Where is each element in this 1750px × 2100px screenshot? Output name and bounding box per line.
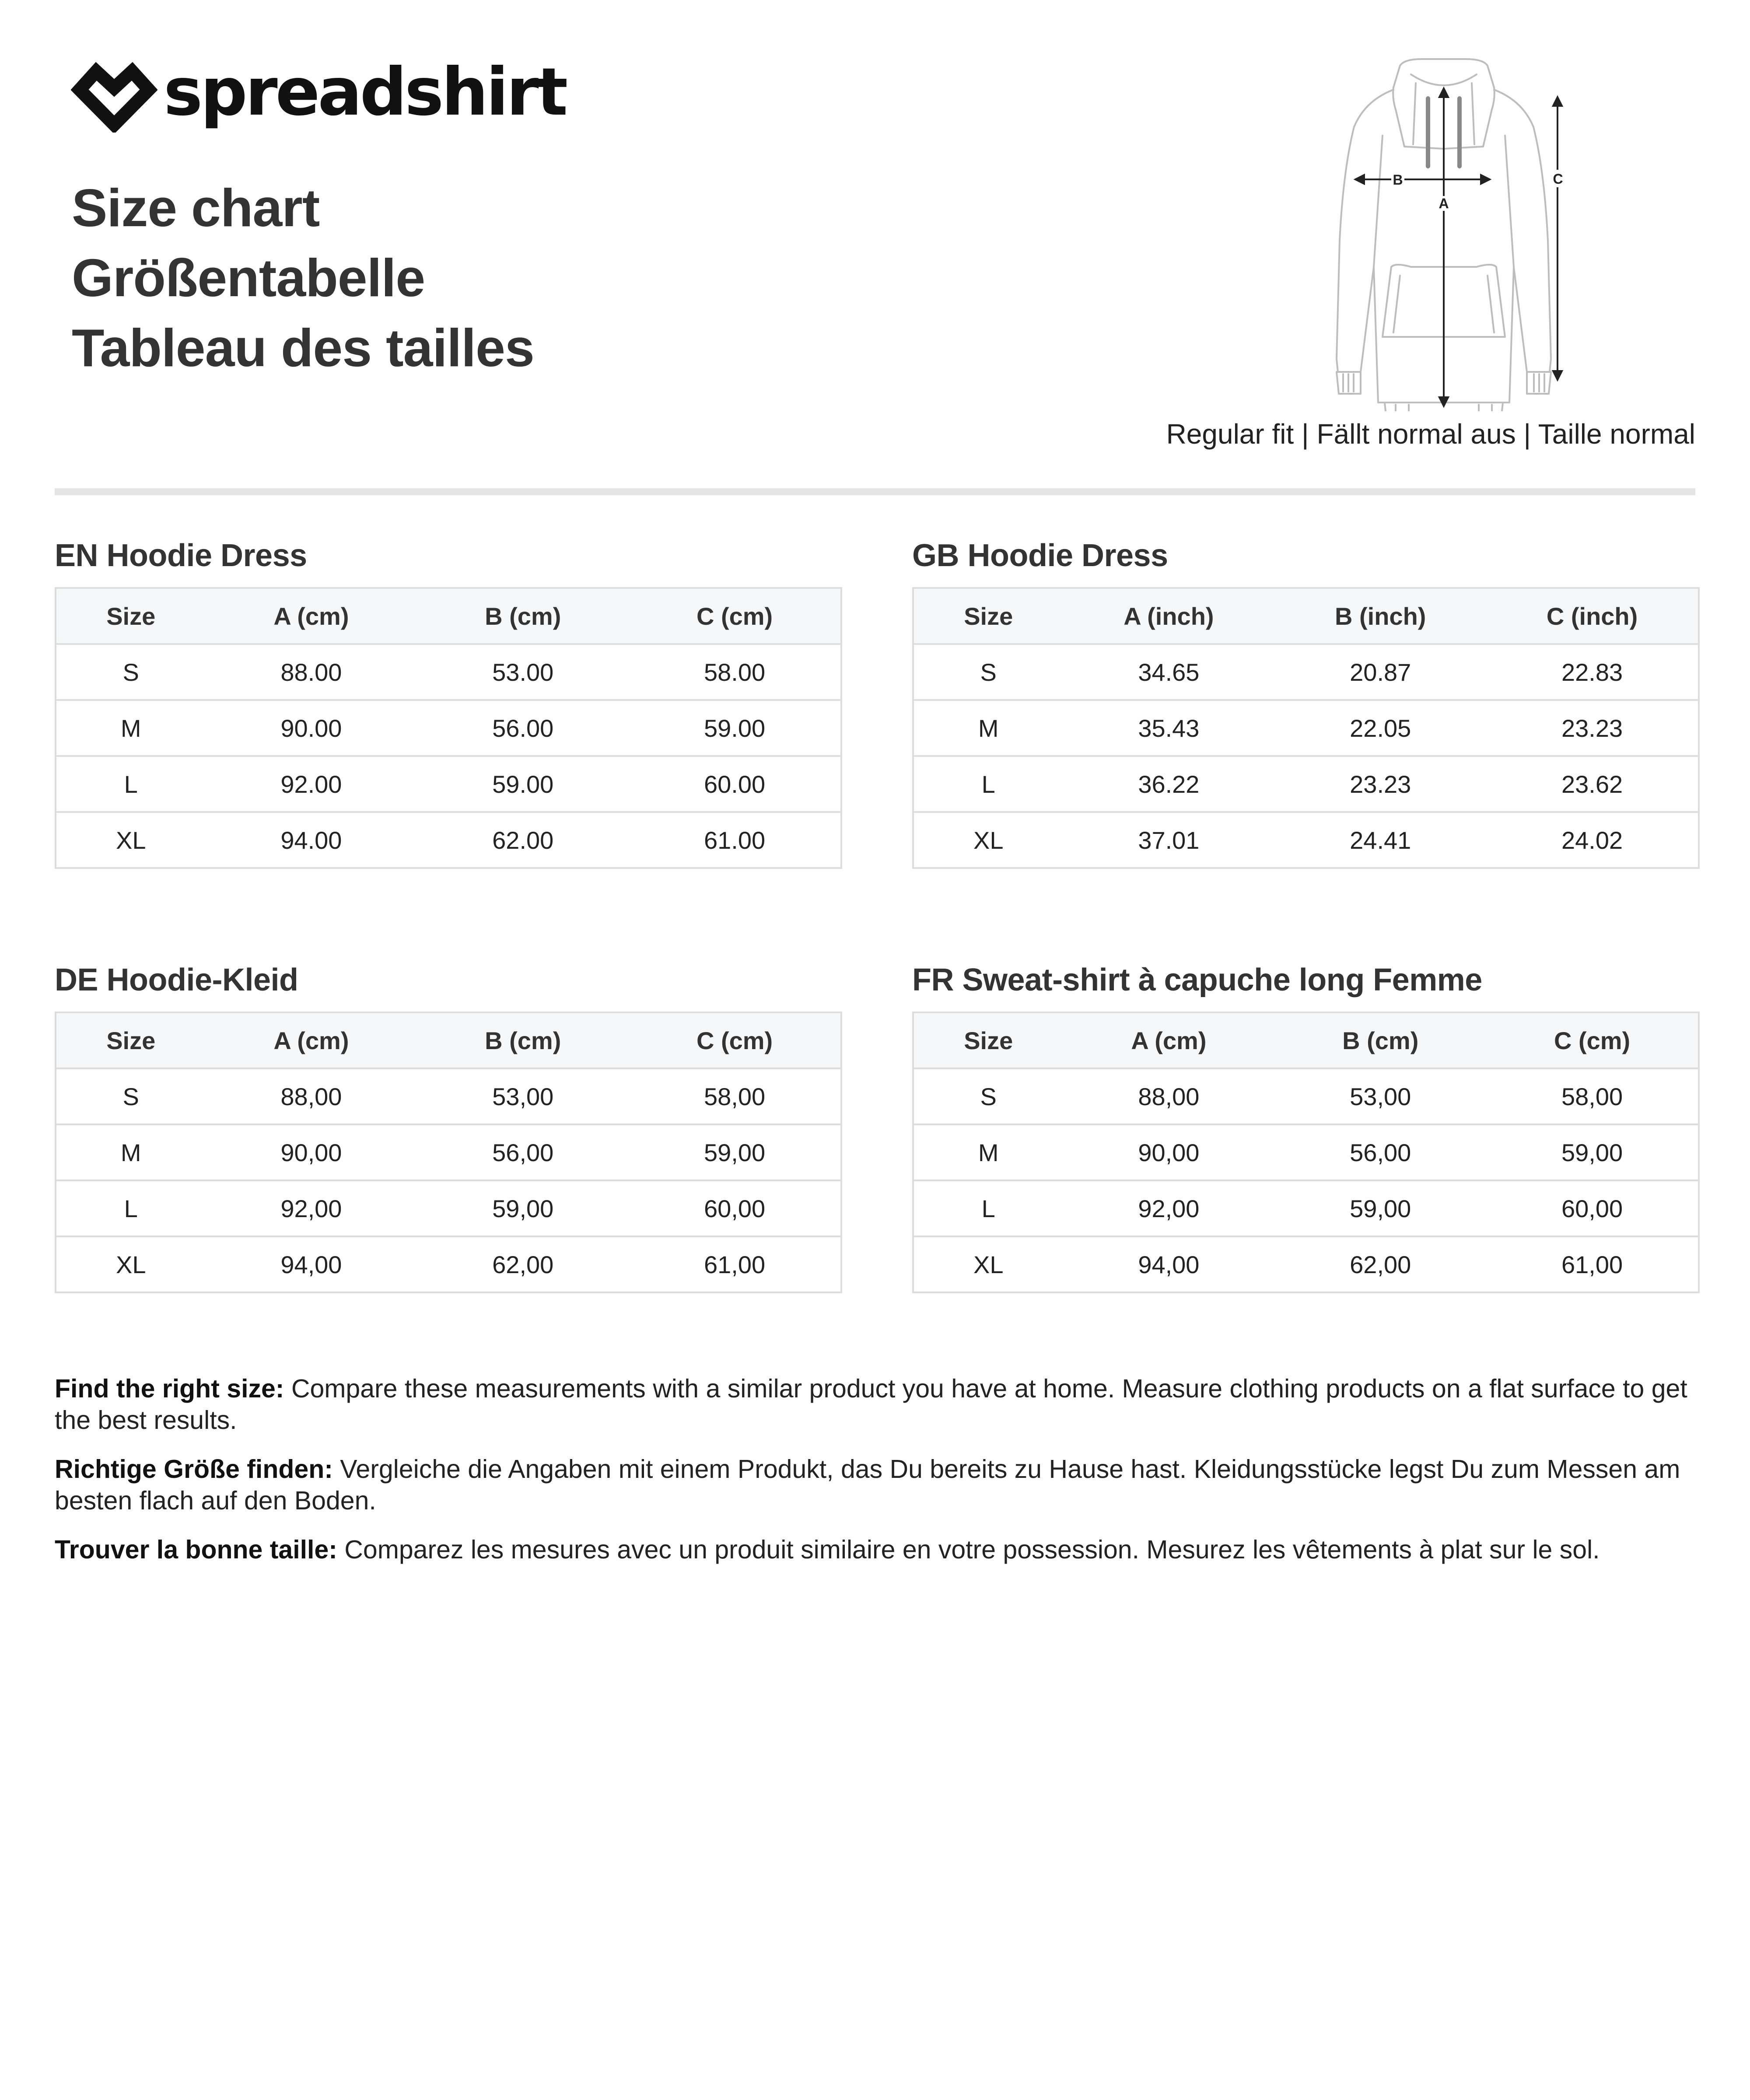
table-cell: 59,00 xyxy=(629,1124,840,1180)
table-cell: 22.05 xyxy=(1274,700,1486,756)
column-header: A (cm) xyxy=(205,588,417,644)
table-cell: XL xyxy=(56,1236,205,1292)
page-title-de: Größentabelle xyxy=(72,248,425,308)
note-de xyxy=(55,1453,1700,1516)
table-cell: S xyxy=(914,1068,1063,1124)
table-cell: 53.00 xyxy=(417,644,629,700)
size-table-fr xyxy=(912,962,1700,1293)
column-header: B (cm) xyxy=(1274,1012,1486,1068)
column-header: B (inch) xyxy=(1274,588,1486,644)
column-header: Size xyxy=(914,1012,1063,1068)
table-cell: 24.02 xyxy=(1486,812,1698,868)
note-text: Compare these measurements with a similar product you have at home. Measure clothing products on a flat surface to get the best results. xyxy=(55,1374,1687,1435)
size-table xyxy=(914,587,1698,869)
page-title-en: Size chart xyxy=(72,178,320,238)
table-cell: 56.00 xyxy=(417,700,629,756)
size-table xyxy=(56,587,840,869)
hoodie-dress-outline-icon xyxy=(1312,57,1575,411)
table-row xyxy=(56,1180,840,1236)
table-cell: 92,00 xyxy=(205,1180,417,1236)
table-cell: 58,00 xyxy=(629,1068,840,1124)
measuring-notes xyxy=(55,1373,1700,1583)
table-row xyxy=(56,700,840,756)
table-cell: 53,00 xyxy=(417,1068,629,1124)
measure-label-c: C xyxy=(1553,171,1563,187)
column-header: B (cm) xyxy=(417,1012,629,1068)
column-header: C (cm) xyxy=(629,588,840,644)
table-cell: M xyxy=(56,1124,205,1180)
table-row xyxy=(56,1124,840,1180)
table-cell: 53,00 xyxy=(1274,1068,1486,1124)
note-text: Vergleiche die Angaben mit einem Produkt, das Du bereits zu Hause hast. Kleidungsstücke legst Du zum Messen am besten flach auf den Boden. xyxy=(55,1455,1680,1515)
table-row xyxy=(914,1180,1698,1236)
column-header: C (cm) xyxy=(1486,1012,1698,1068)
heart-diamond-logo-icon xyxy=(71,59,158,133)
table-row xyxy=(56,756,840,812)
note-label: Richtige Größe finden: xyxy=(55,1455,333,1484)
table-cell: M xyxy=(914,700,1063,756)
table-cell: 59,00 xyxy=(417,1180,629,1236)
table-cell: 23.62 xyxy=(1486,756,1698,812)
table-cell: L xyxy=(914,1180,1063,1236)
table-cell: 23.23 xyxy=(1274,756,1486,812)
brand-logo xyxy=(71,54,566,133)
table-cell: 58,00 xyxy=(1486,1068,1698,1124)
size-table-en xyxy=(55,538,842,869)
size-table-gb xyxy=(912,538,1700,869)
table-cell: 61.00 xyxy=(629,812,840,868)
column-header: A (cm) xyxy=(205,1012,417,1068)
note-label: Trouver la bonne taille: xyxy=(55,1535,337,1564)
column-header: Size xyxy=(914,588,1063,644)
note-fr xyxy=(55,1534,1700,1565)
table-cell: 92,00 xyxy=(1063,1180,1274,1236)
table-cell: 23.23 xyxy=(1486,700,1698,756)
table-row xyxy=(56,644,840,700)
size-table xyxy=(914,1012,1698,1293)
table-row xyxy=(914,812,1698,868)
table-cell: 58.00 xyxy=(629,644,840,700)
table-cell: 22.83 xyxy=(1486,644,1698,700)
table-header-row xyxy=(914,588,1698,644)
table-cell: XL xyxy=(914,1236,1063,1292)
table-header-row xyxy=(914,1012,1698,1068)
table-title: FR Sweat-shirt à capuche long Femme xyxy=(912,962,1482,998)
note-en xyxy=(55,1373,1700,1436)
table-cell: 62.00 xyxy=(417,812,629,868)
table-row xyxy=(56,1068,840,1124)
column-header: Size xyxy=(56,588,205,644)
fit-note: Regular fit | Fällt normal aus | Taille normal xyxy=(1166,418,1695,450)
table-row xyxy=(914,1124,1698,1180)
section-divider xyxy=(55,488,1695,495)
table-cell: L xyxy=(56,1180,205,1236)
table-row xyxy=(56,1236,840,1292)
table-cell: S xyxy=(56,644,205,700)
table-cell: 94.00 xyxy=(205,812,417,868)
table-cell: 62,00 xyxy=(1274,1236,1486,1292)
table-cell: M xyxy=(914,1124,1063,1180)
table-cell: 37.01 xyxy=(1063,812,1274,868)
column-header: B (cm) xyxy=(417,588,629,644)
title-group xyxy=(72,173,534,383)
table-header-row xyxy=(56,588,840,644)
table-cell: 90.00 xyxy=(205,700,417,756)
table-row xyxy=(914,644,1698,700)
table-cell: 20.87 xyxy=(1274,644,1486,700)
table-cell: 92.00 xyxy=(205,756,417,812)
table-cell: 60.00 xyxy=(629,756,840,812)
table-cell: 88.00 xyxy=(205,644,417,700)
table-title: GB Hoodie Dress xyxy=(912,538,1168,573)
table-cell: 59,00 xyxy=(1274,1180,1486,1236)
table-cell: 60,00 xyxy=(1486,1180,1698,1236)
table-cell: 24.41 xyxy=(1274,812,1486,868)
table-cell: M xyxy=(56,700,205,756)
table-cell: XL xyxy=(914,812,1063,868)
brand-name: spreadshirt xyxy=(164,54,566,130)
table-row xyxy=(914,700,1698,756)
table-cell: S xyxy=(56,1068,205,1124)
table-cell: 59.00 xyxy=(417,756,629,812)
table-row xyxy=(56,812,840,868)
table-title: DE Hoodie-Kleid xyxy=(55,962,298,998)
table-cell: 34.65 xyxy=(1063,644,1274,700)
table-cell: S xyxy=(914,644,1063,700)
table-header-row xyxy=(56,1012,840,1068)
page-title-fr: Tableau des tailles xyxy=(72,318,534,378)
table-cell: 88,00 xyxy=(1063,1068,1274,1124)
table-cell: 61,00 xyxy=(629,1236,840,1292)
column-header: A (inch) xyxy=(1063,588,1274,644)
table-cell: 59.00 xyxy=(629,700,840,756)
table-cell: 61,00 xyxy=(1486,1236,1698,1292)
table-cell: 35.43 xyxy=(1063,700,1274,756)
table-row xyxy=(914,1236,1698,1292)
table-cell: 94,00 xyxy=(1063,1236,1274,1292)
column-header: C (cm) xyxy=(629,1012,840,1068)
table-row xyxy=(914,1068,1698,1124)
table-cell: 56,00 xyxy=(417,1124,629,1180)
table-cell: 62,00 xyxy=(417,1236,629,1292)
column-header: Size xyxy=(56,1012,205,1068)
table-cell: L xyxy=(56,756,205,812)
size-table xyxy=(56,1012,840,1293)
size-table-de xyxy=(55,962,842,1293)
table-cell: XL xyxy=(56,812,205,868)
table-cell: 88,00 xyxy=(205,1068,417,1124)
table-cell: L xyxy=(914,756,1063,812)
table-cell: 94,00 xyxy=(205,1236,417,1292)
table-cell: 60,00 xyxy=(629,1180,840,1236)
table-cell: 56,00 xyxy=(1274,1124,1486,1180)
table-cell: 90,00 xyxy=(205,1124,417,1180)
table-cell: 36.22 xyxy=(1063,756,1274,812)
table-cell: 59,00 xyxy=(1486,1124,1698,1180)
table-title: EN Hoodie Dress xyxy=(55,538,307,573)
column-header: C (inch) xyxy=(1486,588,1698,644)
table-row xyxy=(914,756,1698,812)
note-text: Comparez les mesures avec un produit similaire en votre possession. Mesurez les vêtements à plat sur le sol. xyxy=(337,1535,1600,1564)
column-header: A (cm) xyxy=(1063,1012,1274,1068)
table-cell: 90,00 xyxy=(1063,1124,1274,1180)
measure-label-b: B xyxy=(1393,172,1403,188)
note-label: Find the right size: xyxy=(55,1374,284,1403)
measure-label-a: A xyxy=(1438,196,1449,211)
